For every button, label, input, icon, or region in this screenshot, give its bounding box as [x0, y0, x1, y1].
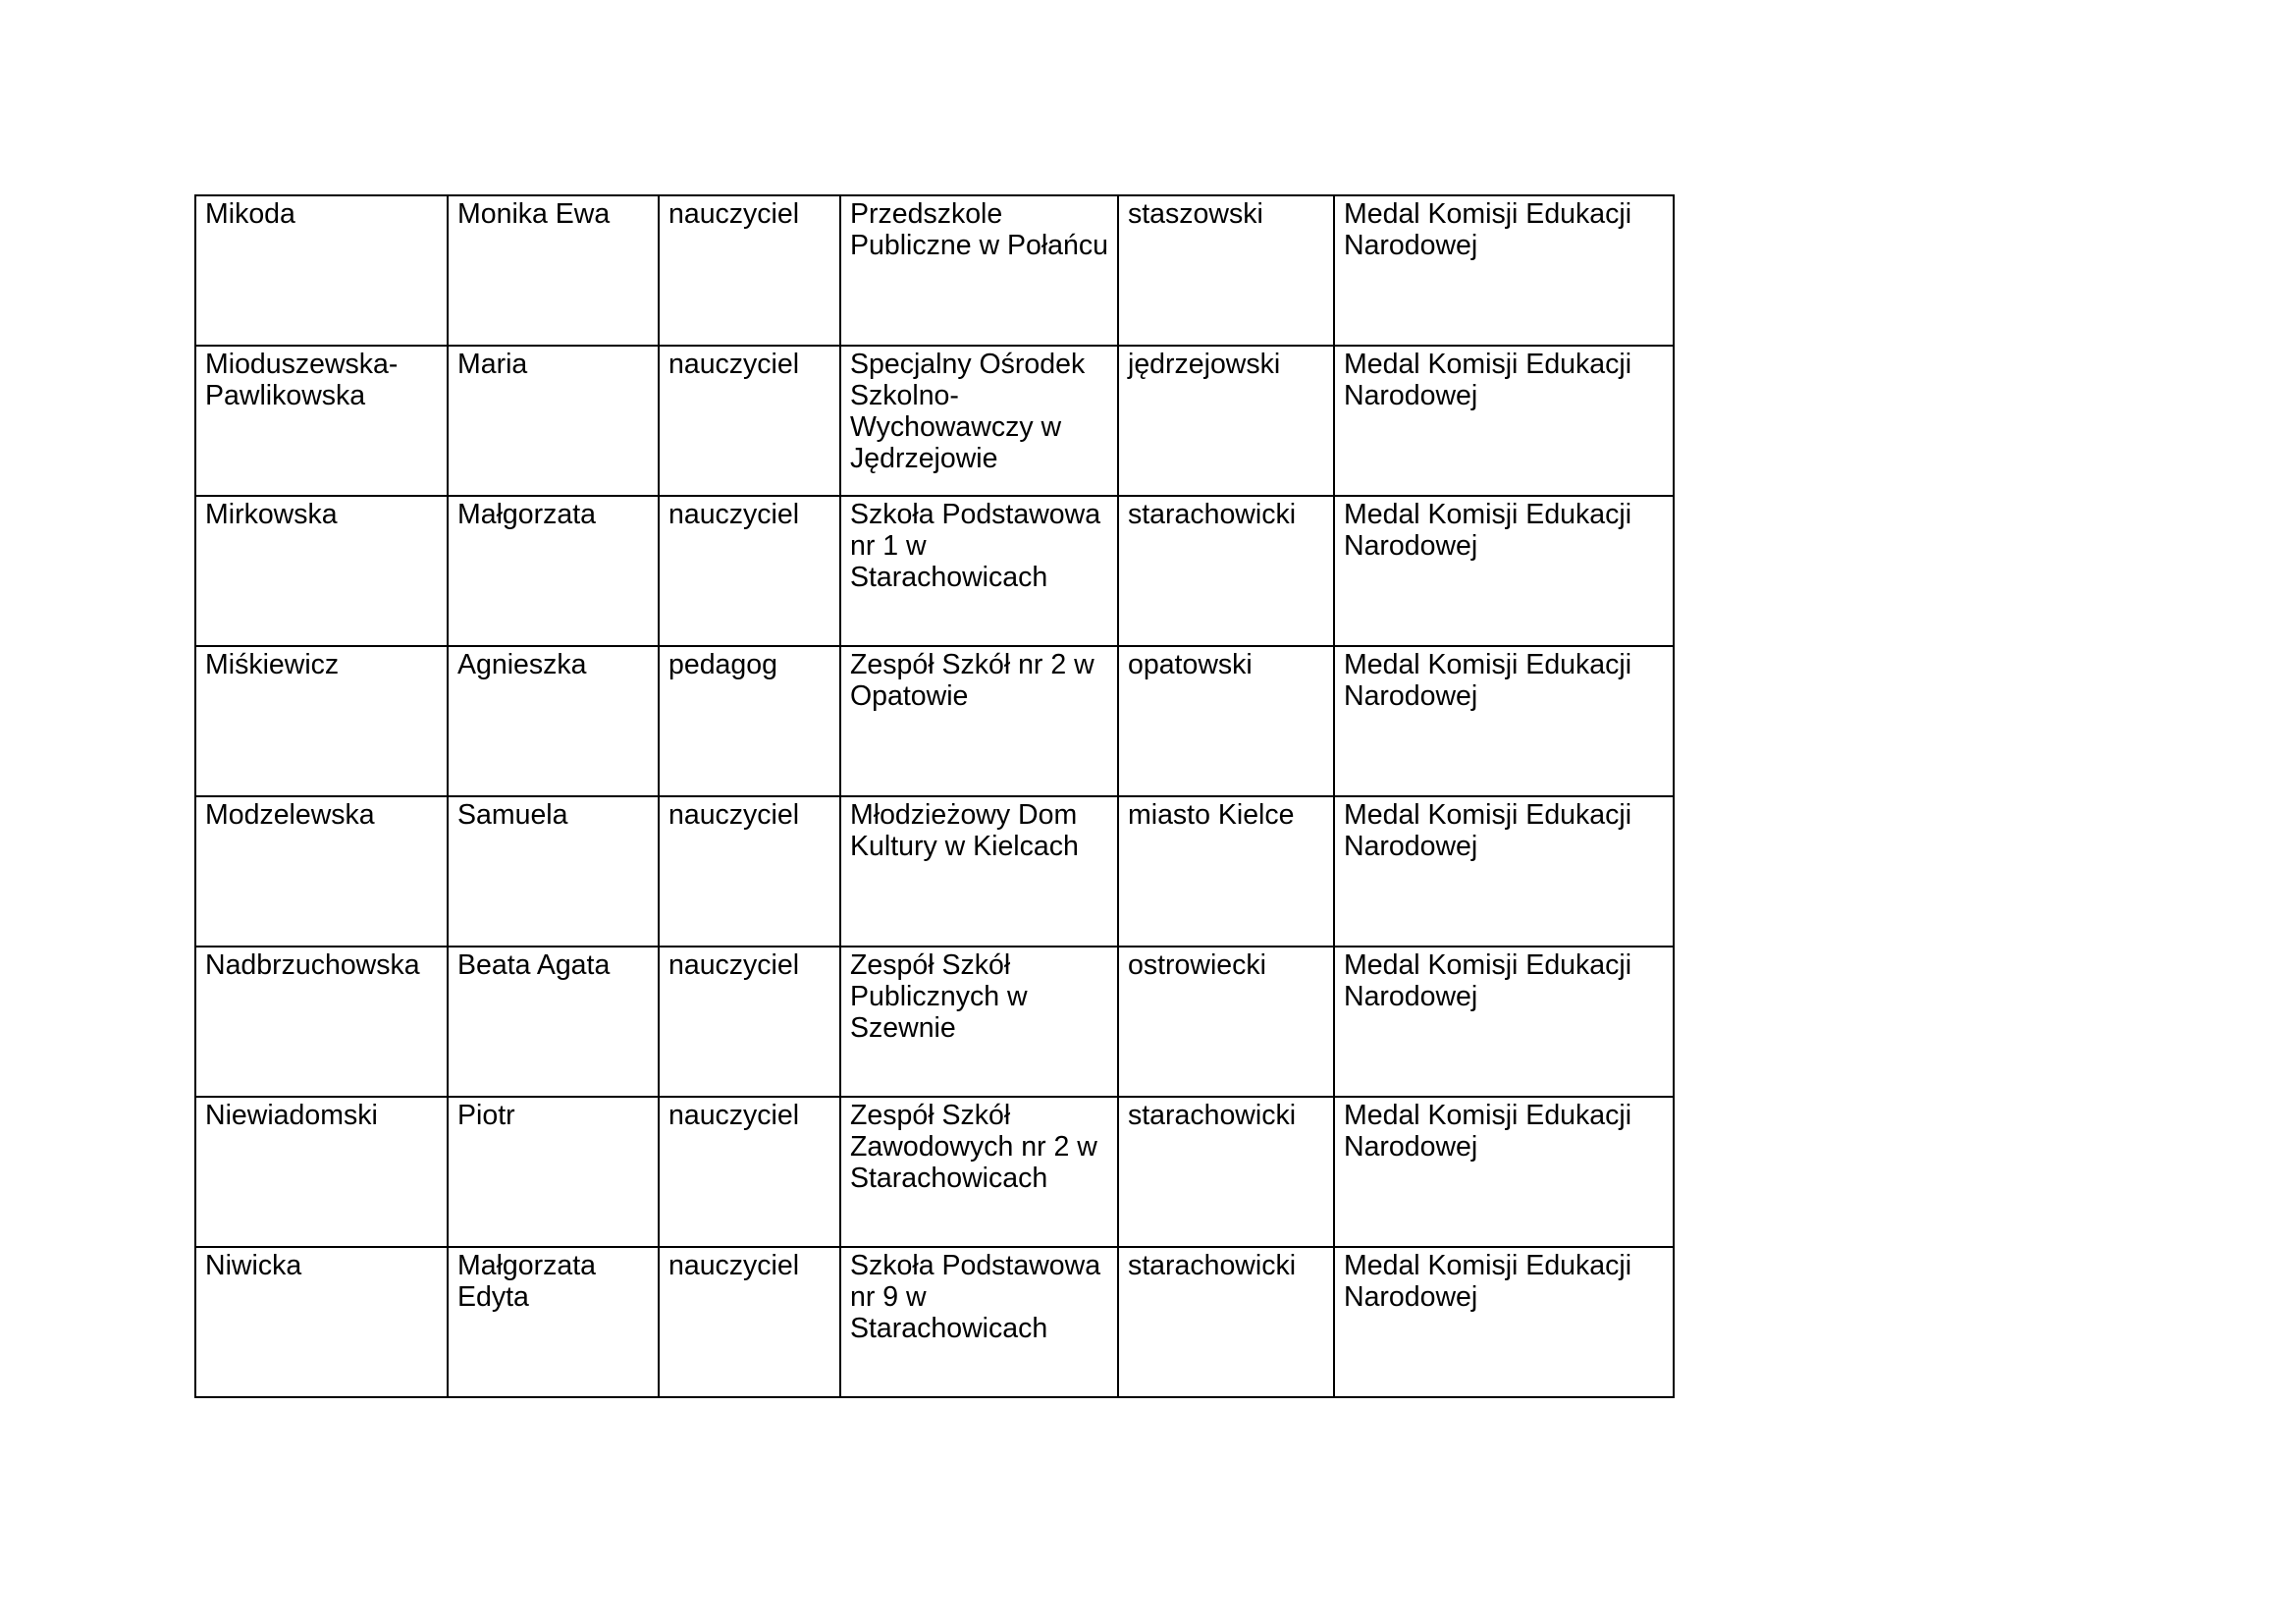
institution-cell-line: Opatowie: [850, 680, 969, 712]
institution-cell-line: Kultury w Kielcach: [850, 831, 1079, 862]
table-row: [195, 646, 1674, 796]
given-names-cell-line: Beata Agata: [457, 949, 611, 981]
given-names-cell: [448, 195, 659, 346]
institution-cell-text: [850, 647, 1109, 712]
given-names-cell-text: [457, 797, 650, 831]
given-names-cell-text: [457, 196, 650, 230]
surname-cell-line: Niwicka: [205, 1250, 302, 1281]
institution-cell-line: nr 9 w: [850, 1281, 927, 1313]
surname-cell: [195, 195, 448, 346]
county-cell-text: starachowicki: [1128, 1250, 1297, 1281]
award-cell-line: Medal Komisji Edukacji: [1344, 799, 1632, 831]
award-cell-line: Medal Komisji Edukacji: [1344, 1100, 1632, 1131]
award-cell-text: [1344, 1098, 1665, 1163]
institution-cell-line: nr 1 w: [850, 530, 927, 562]
county-cell: [1118, 1097, 1334, 1247]
given-names-cell-text: [457, 497, 650, 530]
award-cell-line: Narodowej: [1344, 680, 1478, 712]
award-cell-line: Medal Komisji Edukacji: [1344, 1250, 1632, 1281]
given-names-cell: [448, 346, 659, 496]
institution-cell-line: Szkolno-: [850, 380, 959, 411]
position-cell-text: pedagog: [668, 649, 777, 680]
position-cell: [659, 796, 840, 947]
position-cell: [659, 947, 840, 1097]
institution-cell: [840, 1097, 1118, 1247]
awardees-table-body: [195, 195, 1674, 1397]
position-cell-text: nauczyciel: [668, 349, 800, 380]
county-cell: [1118, 195, 1334, 346]
surname-cell-line: Mirkowska: [205, 499, 338, 530]
award-cell: [1334, 496, 1674, 646]
position-cell: [659, 1247, 840, 1397]
county-cell-text: jędrzejowski: [1128, 349, 1281, 380]
institution-cell: [840, 346, 1118, 496]
county-cell-text: ostrowiecki: [1128, 949, 1266, 981]
table-row: [195, 796, 1674, 947]
county-cell: [1118, 646, 1334, 796]
table-row: [195, 195, 1674, 346]
institution-cell-line: Starachowicach: [850, 1313, 1048, 1344]
institution-cell: [840, 195, 1118, 346]
institution-cell-line: Zawodowych nr 2 w: [850, 1131, 1097, 1163]
given-names-cell-text: [457, 947, 650, 981]
institution-cell-text: [850, 1248, 1109, 1344]
county-cell: [1118, 796, 1334, 947]
surname-cell-line: Modzelewska: [205, 799, 375, 831]
position-cell: [659, 496, 840, 646]
award-cell-line: Medal Komisji Edukacji: [1344, 499, 1632, 530]
given-names-cell: [448, 646, 659, 796]
award-cell-text: [1344, 196, 1665, 261]
award-cell-line: Narodowej: [1344, 1131, 1478, 1163]
county-cell-text: miasto Kielce: [1128, 799, 1295, 831]
institution-cell-line: Starachowicach: [850, 1163, 1048, 1194]
institution-cell-text: [850, 497, 1109, 593]
position-cell: [659, 195, 840, 346]
surname-cell-text: [205, 797, 439, 831]
surname-cell-text: [205, 347, 439, 411]
given-names-cell-line: Samuela: [457, 799, 568, 831]
institution-cell-line: Szkoła Podstawowa: [850, 499, 1101, 530]
given-names-cell-line: Edyta: [457, 1281, 529, 1313]
surname-cell-line: Mikoda: [205, 198, 295, 230]
institution-cell-line: Publiczne w Połańcu: [850, 230, 1108, 261]
surname-cell: [195, 796, 448, 947]
award-cell-line: Narodowej: [1344, 530, 1478, 562]
institution-cell-line: Zespół Szkół nr 2 w: [850, 649, 1095, 680]
award-cell: [1334, 346, 1674, 496]
surname-cell-text: [205, 1248, 439, 1281]
table-row: [195, 947, 1674, 1097]
county-cell-text: opatowski: [1128, 649, 1253, 680]
county-cell: [1118, 346, 1334, 496]
award-cell-line: Medal Komisji Edukacji: [1344, 198, 1632, 230]
county-cell-text: starachowicki: [1128, 1100, 1297, 1131]
given-names-cell: [448, 947, 659, 1097]
award-cell: [1334, 195, 1674, 346]
county-cell-text: staszowski: [1128, 198, 1263, 230]
institution-cell-line: Zespół Szkół: [850, 1100, 1011, 1131]
table-row: [195, 1247, 1674, 1397]
institution-cell-text: [850, 347, 1109, 474]
given-names-cell-text: [457, 347, 650, 380]
county-cell: [1118, 496, 1334, 646]
surname-cell: [195, 646, 448, 796]
award-cell: [1334, 947, 1674, 1097]
surname-cell-line: Pawlikowska: [205, 380, 366, 411]
given-names-cell-line: Małgorzata: [457, 1250, 596, 1281]
award-cell-line: Narodowej: [1344, 1281, 1478, 1313]
surname-cell-text: [205, 1098, 439, 1131]
county-cell: [1118, 947, 1334, 1097]
county-cell: [1118, 1247, 1334, 1397]
given-names-cell-line: Monika Ewa: [457, 198, 611, 230]
institution-cell-line: Młodzieżowy Dom: [850, 799, 1078, 831]
position-cell: [659, 1097, 840, 1247]
award-cell-line: Medal Komisji Edukacji: [1344, 349, 1632, 380]
institution-cell-line: Jędrzejowie: [850, 443, 998, 474]
award-cell-text: [1344, 647, 1665, 712]
surname-cell-line: Niewiadomski: [205, 1100, 378, 1131]
position-cell-text: nauczyciel: [668, 198, 800, 230]
given-names-cell: [448, 1097, 659, 1247]
given-names-cell-text: [457, 1248, 650, 1313]
surname-cell-line: Miśkiewicz: [205, 649, 340, 680]
award-cell-line: Narodowej: [1344, 981, 1478, 1012]
award-cell-line: Narodowej: [1344, 380, 1478, 411]
surname-cell-line: Nadbrzuchowska: [205, 949, 420, 981]
award-cell: [1334, 796, 1674, 947]
institution-cell-line: Publicznych w: [850, 981, 1028, 1012]
position-cell-text: nauczyciel: [668, 1100, 800, 1131]
surname-cell-text: [205, 647, 439, 680]
award-cell-line: Narodowej: [1344, 831, 1478, 862]
surname-cell-text: [205, 196, 439, 230]
surname-cell: [195, 346, 448, 496]
institution-cell: [840, 796, 1118, 947]
position-cell-text: nauczyciel: [668, 799, 800, 831]
given-names-cell-line: Piotr: [457, 1100, 515, 1131]
award-cell-text: [1344, 947, 1665, 1012]
institution-cell: [840, 496, 1118, 646]
institution-cell-line: Szkoła Podstawowa: [850, 1250, 1101, 1281]
awardees-table: [194, 194, 1675, 1398]
institution-cell-line: Szewnie: [850, 1012, 956, 1044]
position-cell-text: nauczyciel: [668, 499, 800, 530]
table-row: [195, 346, 1674, 496]
given-names-cell-line: Małgorzata: [457, 499, 596, 530]
award-cell-line: Medal Komisji Edukacji: [1344, 649, 1632, 680]
surname-cell: [195, 496, 448, 646]
position-cell: [659, 646, 840, 796]
county-cell-text: starachowicki: [1128, 499, 1297, 530]
table-row: [195, 1097, 1674, 1247]
given-names-cell: [448, 496, 659, 646]
award-cell-line: Medal Komisji Edukacji: [1344, 949, 1632, 981]
surname-cell: [195, 947, 448, 1097]
given-names-cell-text: [457, 647, 650, 680]
institution-cell-text: [850, 797, 1109, 862]
institution-cell: [840, 646, 1118, 796]
surname-cell-text: [205, 947, 439, 981]
award-cell-text: [1344, 347, 1665, 411]
award-cell-line: Narodowej: [1344, 230, 1478, 261]
position-cell-text: nauczyciel: [668, 949, 800, 981]
surname-cell-line: Mioduszewska-: [205, 349, 399, 380]
surname-cell-text: [205, 497, 439, 530]
given-names-cell-text: [457, 1098, 650, 1131]
given-names-cell-line: Agnieszka: [457, 649, 587, 680]
award-cell-text: [1344, 497, 1665, 562]
award-cell: [1334, 1247, 1674, 1397]
institution-cell-line: Zespół Szkół: [850, 949, 1011, 981]
institution-cell-line: Wychowawczy w: [850, 411, 1062, 443]
award-cell: [1334, 1097, 1674, 1247]
position-cell-text: nauczyciel: [668, 1250, 800, 1281]
award-cell: [1334, 646, 1674, 796]
institution-cell-text: [850, 947, 1109, 1044]
surname-cell: [195, 1247, 448, 1397]
institution-cell-text: [850, 196, 1109, 261]
given-names-cell: [448, 1247, 659, 1397]
surname-cell: [195, 1097, 448, 1247]
institution-cell-line: Przedszkole: [850, 198, 1003, 230]
position-cell: [659, 346, 840, 496]
institution-cell-text: [850, 1098, 1109, 1194]
table-row: [195, 496, 1674, 646]
institution-cell-line: Starachowicach: [850, 562, 1048, 593]
award-cell-text: [1344, 1248, 1665, 1313]
institution-cell-line: Specjalny Ośrodek: [850, 349, 1086, 380]
institution-cell: [840, 947, 1118, 1097]
given-names-cell-line: Maria: [457, 349, 528, 380]
institution-cell: [840, 1247, 1118, 1397]
award-cell-text: [1344, 797, 1665, 862]
given-names-cell: [448, 796, 659, 947]
